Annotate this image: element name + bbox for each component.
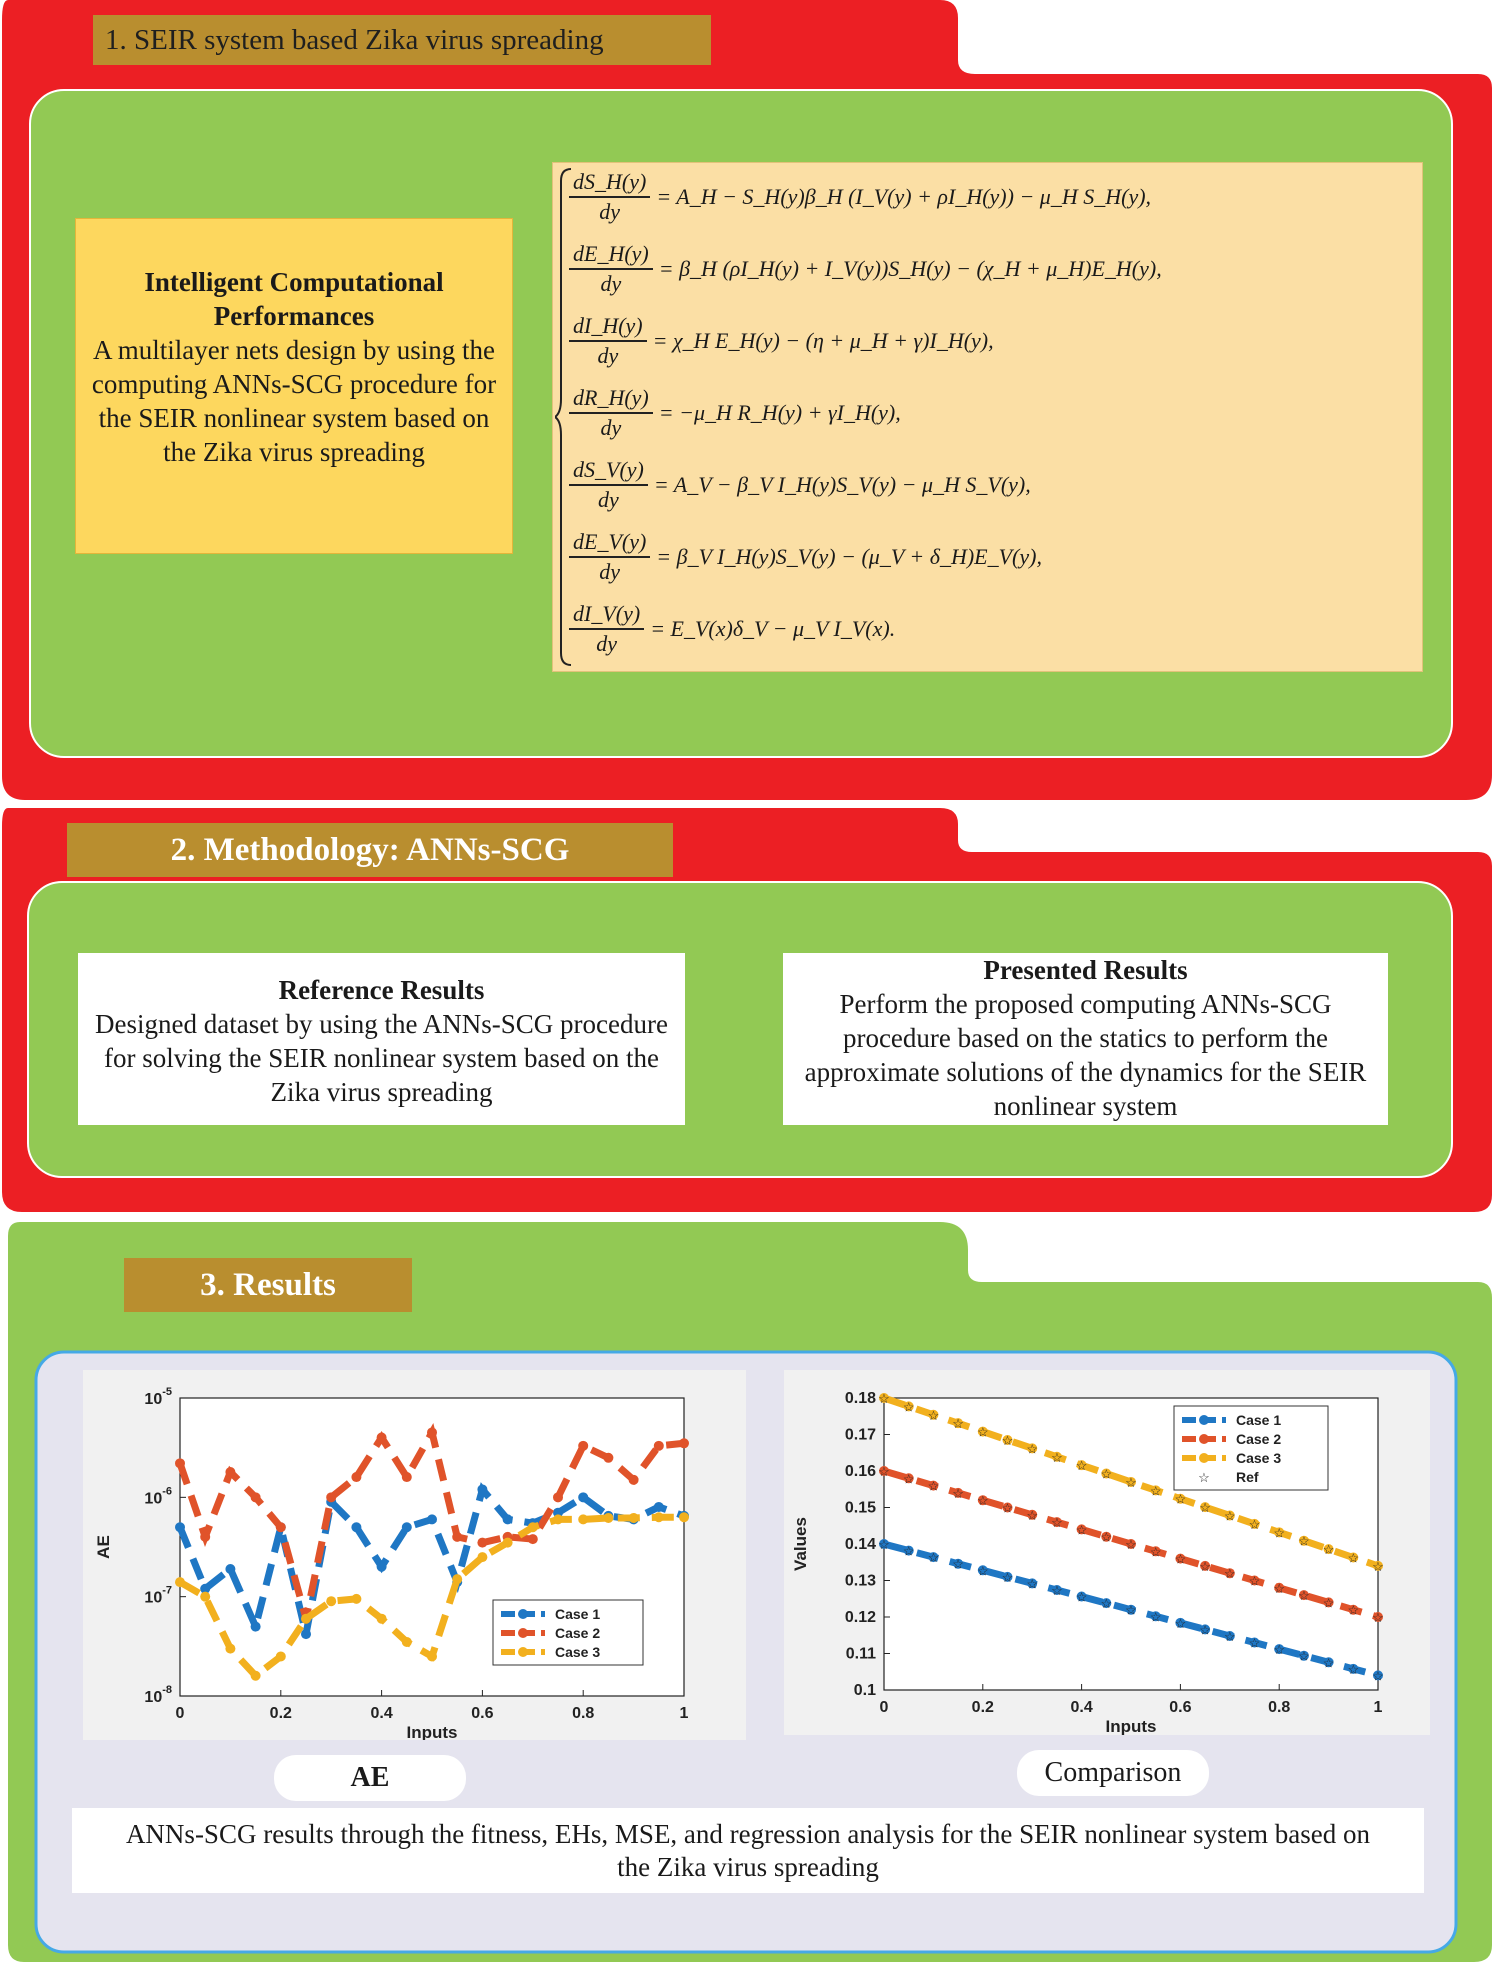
x-tick-label: 0.4 — [370, 1705, 393, 1722]
data-point — [326, 1492, 336, 1502]
legend-marker — [1199, 1415, 1209, 1425]
ref-marker: ☆ — [1298, 1533, 1310, 1549]
intelligent-performance-card — [75, 218, 513, 554]
data-point — [225, 1644, 235, 1654]
eq-numerator: dE_H(y) — [569, 241, 653, 270]
data-point — [351, 1522, 361, 1532]
data-point — [175, 1458, 185, 1468]
x-tick-label: 0.2 — [269, 1705, 292, 1722]
data-point — [603, 1453, 613, 1463]
ref-marker: ☆ — [1223, 1628, 1236, 1644]
ref-marker: ☆ — [1372, 1610, 1384, 1625]
ref-marker: ☆ — [902, 1471, 915, 1487]
data-point — [402, 1472, 412, 1482]
section1-title: 1. SEIR system based Zika virus spreading — [93, 15, 711, 65]
results-caption: ANNs-SCG results through the fitness, EHs, MSE, and regression analysis for the SEIR nonlinear system based on the Zika virus spreading — [72, 1808, 1424, 1893]
eq-rhs: = β_V I_H(y)S_V(y) − (μ_V + δ_H)E_V(y), — [656, 544, 1042, 569]
ref-marker: ☆ — [1199, 1500, 1211, 1516]
y-tick-label: 0.16 — [844, 1463, 876, 1480]
eq-rhs: = −μ_H R_H(y) + γI_H(y), — [658, 400, 901, 425]
ref-marker: ☆ — [1174, 1491, 1187, 1507]
legend-marker — [1199, 1453, 1209, 1463]
x-tick-label: 0.6 — [1169, 1699, 1192, 1716]
ref-marker: ☆ — [902, 1543, 915, 1559]
presented-heading: Presented Results — [983, 955, 1188, 985]
data-point — [402, 1637, 412, 1647]
data-point — [477, 1484, 487, 1494]
ref-marker: ☆ — [1322, 1542, 1335, 1558]
x-tick-label: 0.2 — [971, 1699, 994, 1716]
section3-title: 3. Results — [124, 1258, 412, 1312]
ref-marker: ☆ — [902, 1399, 915, 1415]
legend-marker — [518, 1647, 528, 1657]
data-point — [503, 1538, 513, 1548]
x-tick-label: 0 — [175, 1705, 185, 1722]
ref-marker: ☆ — [1199, 1558, 1211, 1574]
reference-body: Designed dataset by using the ANNs-SCG procedure for solving the SEIR nonlinear system based on the Zika virus spreading — [95, 1009, 668, 1107]
data-point — [276, 1651, 286, 1661]
x-tick-label: 0.6 — [471, 1705, 494, 1722]
ref-marker: ☆ — [927, 1407, 940, 1423]
data-point — [603, 1513, 613, 1523]
data-point — [629, 1513, 639, 1523]
eq-rhs: = β_H (ρI_H(y) + I_V(y))S_H(y) − (χ_H + μ_H)E_H(y), — [658, 256, 1162, 281]
ref-marker: ☆ — [1199, 1622, 1211, 1638]
ref-marker: ☆ — [976, 1493, 989, 1509]
y-tick-label: 0.15 — [844, 1499, 876, 1517]
ref-marker: ☆ — [1001, 1432, 1014, 1448]
ref-marker: ☆ — [1248, 1635, 1261, 1651]
ae-chart-panel — [83, 1370, 746, 1740]
ref-marker: ☆ — [927, 1478, 940, 1494]
eq-denominator: dy — [597, 343, 619, 368]
y-tick-label: 0.12 — [844, 1609, 876, 1626]
data-point — [654, 1502, 664, 1512]
legend-label: Case 1 — [1236, 1412, 1282, 1428]
equation-row — [569, 529, 1042, 585]
legend-label: Case 1 — [555, 1606, 601, 1622]
ref-marker: ☆ — [878, 1391, 890, 1406]
data-point — [200, 1532, 210, 1542]
eq-denominator: dy — [596, 631, 617, 656]
legend-label: Case 2 — [555, 1625, 601, 1641]
x-tick-label: 0.8 — [1268, 1699, 1291, 1716]
presented-results-card — [783, 953, 1388, 1125]
ae-chart — [83, 1370, 746, 1740]
eq-denominator: dy — [599, 199, 621, 224]
ref-marker: ☆ — [952, 1556, 964, 1572]
eq-numerator: dS_H(y) — [569, 169, 650, 198]
y-tick-label: 0.17 — [844, 1426, 876, 1444]
eq-numerator: dE_V(y) — [569, 529, 650, 558]
ref-marker: ☆ — [1075, 1458, 1088, 1474]
equation-row — [569, 385, 901, 441]
eq-numerator: dI_V(y) — [569, 601, 644, 630]
data-point — [251, 1492, 261, 1502]
data-point — [377, 1614, 387, 1624]
eq-rhs: = A_V − β_V I_H(y)S_V(y) − μ_H S_V(y), — [653, 472, 1031, 497]
ref-marker: ☆ — [1174, 1551, 1187, 1567]
data-point — [679, 1438, 689, 1448]
ref-marker: ☆ — [1347, 1602, 1360, 1618]
ref-marker: ☆ — [1248, 1573, 1261, 1589]
card-heading-line2: Performances — [213, 301, 375, 331]
ref-marker: ☆ — [1100, 1596, 1113, 1612]
y-tick-label: 0.14 — [844, 1536, 876, 1553]
section2-title: 2. Methodology: ANNs-SCG — [67, 823, 673, 877]
x-tick-label: 0.8 — [572, 1705, 595, 1722]
ref-marker: ☆ — [878, 1464, 890, 1479]
ref-marker: ☆ — [1174, 1615, 1187, 1631]
presented-body: Perform the proposed computing ANNs-SCG procedure based on the statics to perform the approximate solutions of the dynamics for the SEIR nonlinear system — [804, 989, 1367, 1121]
eq-denominator: dy — [600, 271, 622, 296]
ref-marker: ☆ — [1001, 1500, 1014, 1516]
equation-row — [569, 457, 1031, 513]
data-point — [225, 1564, 235, 1574]
data-point — [351, 1594, 361, 1604]
data-point — [301, 1629, 311, 1639]
eq-rhs: = χ_H E_H(y) − (η + μ_H + γ)I_H(y), — [652, 328, 994, 353]
data-point — [477, 1538, 487, 1548]
ref-marker: ☆ — [1149, 1544, 1162, 1560]
ref-marker: ☆ — [1347, 1550, 1360, 1566]
y-tick-label: $10^{-5}$ — [144, 1386, 172, 1408]
data-point — [427, 1651, 437, 1661]
data-point — [503, 1514, 513, 1524]
data-point — [477, 1552, 487, 1562]
y-tick-label: 0.1 — [853, 1682, 876, 1699]
y-tick-label: $10^{-8}$ — [144, 1684, 172, 1706]
ref-marker: ☆ — [1125, 1602, 1137, 1618]
eq-rhs: = E_V(x)δ_V − μ_V I_V(x). — [650, 616, 896, 641]
legend-label: Ref — [1236, 1469, 1259, 1485]
y-tick-label: $10^{-7}$ — [144, 1584, 172, 1607]
ref-marker: ☆ — [1298, 1648, 1310, 1664]
data-point — [402, 1522, 412, 1532]
legend-label: Case 3 — [555, 1644, 601, 1660]
eq-denominator: dy — [599, 559, 621, 584]
card-body: A multilayer nets design by using the computing ANNs-SCG procedure for the SEIR nonlinear system based on the Zika virus spreading — [91, 335, 497, 467]
ref-marker: ☆ — [1273, 1525, 1286, 1541]
data-point — [377, 1562, 387, 1572]
equation-row — [569, 241, 1162, 297]
ref-marker: ☆ — [1026, 1576, 1039, 1592]
data-point — [351, 1472, 361, 1482]
reference-results-card — [78, 953, 685, 1125]
y-tick-label: 0.13 — [844, 1572, 876, 1590]
ref-marker: ☆ — [1051, 1449, 1063, 1465]
ref-marker: ☆ — [952, 1485, 964, 1501]
y-tick-label: $10^{-6}$ — [144, 1485, 172, 1508]
x-tick-label: 1 — [1373, 1699, 1383, 1716]
equation-row — [569, 169, 1151, 225]
data-point — [679, 1512, 689, 1522]
ref-marker: ☆ — [1026, 1441, 1039, 1457]
ref-marker: ☆ — [1026, 1507, 1039, 1523]
equation-row — [569, 313, 994, 369]
x-axis-label: Inputs — [406, 1723, 458, 1740]
data-point — [301, 1614, 311, 1624]
ref-marker: ☆ — [1001, 1569, 1014, 1585]
eq-rhs: = A_H − S_H(y)β_H (I_V(y) + ρI_H(y)) − μ_H S_H(y), — [656, 184, 1152, 209]
data-point — [276, 1522, 286, 1532]
legend-label: Case 2 — [1236, 1431, 1282, 1447]
ref-marker: ☆ — [1075, 1522, 1088, 1538]
y-axis-label: AE — [94, 1535, 113, 1559]
data-point — [654, 1441, 664, 1451]
ref-marker: ☆ — [1149, 1483, 1162, 1499]
card-heading-line1: Intelligent Computational — [144, 267, 444, 297]
ref-marker: ☆ — [1125, 1537, 1137, 1552]
comparison-chart — [784, 1370, 1430, 1735]
data-point — [200, 1592, 210, 1602]
equation-row — [569, 601, 895, 657]
data-point — [629, 1475, 639, 1485]
seir-equations — [552, 162, 1423, 672]
ref-marker: ☆ — [1075, 1589, 1088, 1605]
data-point — [251, 1671, 261, 1681]
data-point — [578, 1492, 588, 1502]
legend-marker — [518, 1609, 528, 1619]
comparison-chart-panel — [784, 1370, 1430, 1735]
ref-marker: ☆ — [1273, 1580, 1286, 1596]
ref-marker: ☆ — [1248, 1516, 1261, 1532]
eq-denominator: dy — [598, 487, 619, 512]
data-point — [553, 1514, 563, 1524]
x-tick-label: 0 — [879, 1699, 889, 1716]
data-point — [452, 1574, 462, 1584]
legend-marker — [518, 1628, 528, 1638]
data-point — [528, 1534, 538, 1544]
ref-marker: ☆ — [1051, 1582, 1063, 1598]
data-point — [578, 1441, 588, 1451]
ref-marker: ☆ — [1223, 1508, 1236, 1524]
data-point — [452, 1532, 462, 1542]
eq-numerator: dR_H(y) — [569, 385, 653, 414]
ref-marker: ☆ — [976, 1563, 989, 1579]
ref-marker: ☆ — [1322, 1655, 1335, 1671]
ref-marker: ☆ — [878, 1537, 890, 1552]
data-point — [427, 1427, 437, 1437]
ref-marker: ☆ — [1149, 1609, 1162, 1625]
ref-marker: ☆ — [1125, 1474, 1137, 1490]
reference-heading: Reference Results — [278, 975, 485, 1005]
x-tick-label: 1 — [679, 1705, 689, 1722]
ref-marker: ☆ — [1100, 1466, 1113, 1482]
data-point — [175, 1522, 185, 1532]
y-axis-label: Values — [791, 1517, 810, 1571]
ref-marker: ☆ — [976, 1424, 989, 1440]
data-point — [578, 1514, 588, 1524]
legend-marker: ☆ — [1198, 1470, 1210, 1485]
ref-marker: ☆ — [927, 1550, 940, 1566]
ae-label: AE — [274, 1755, 466, 1801]
data-point — [427, 1514, 437, 1524]
legend-label: Case 3 — [1236, 1450, 1282, 1466]
eq-denominator: dy — [600, 415, 622, 440]
data-point — [528, 1522, 538, 1532]
ref-marker: ☆ — [952, 1416, 964, 1432]
comparison-label: Comparison — [1017, 1750, 1209, 1796]
data-point — [377, 1433, 387, 1443]
ref-marker: ☆ — [1372, 1668, 1384, 1684]
data-point — [175, 1577, 185, 1587]
data-point — [553, 1492, 563, 1502]
x-tick-label: 0.4 — [1070, 1699, 1093, 1716]
y-tick-label: 0.18 — [844, 1390, 876, 1407]
ref-marker: ☆ — [1051, 1515, 1063, 1531]
data-point — [251, 1622, 261, 1632]
x-axis-label: Inputs — [1105, 1717, 1157, 1735]
data-point — [326, 1596, 336, 1606]
ref-marker: ☆ — [1298, 1588, 1310, 1604]
eq-numerator: dS_V(y) — [569, 457, 648, 486]
legend-marker — [1199, 1434, 1209, 1444]
ref-marker: ☆ — [1223, 1566, 1236, 1582]
ref-marker: ☆ — [1100, 1529, 1113, 1545]
eq-numerator: dI_H(y) — [569, 313, 647, 342]
ref-marker: ☆ — [1347, 1661, 1360, 1677]
data-point — [654, 1512, 664, 1522]
data-point — [225, 1467, 235, 1477]
y-tick-label: 0.11 — [845, 1645, 876, 1663]
ref-marker: ☆ — [1372, 1558, 1384, 1574]
ref-marker: ☆ — [1322, 1595, 1335, 1611]
ref-marker: ☆ — [1273, 1642, 1286, 1658]
